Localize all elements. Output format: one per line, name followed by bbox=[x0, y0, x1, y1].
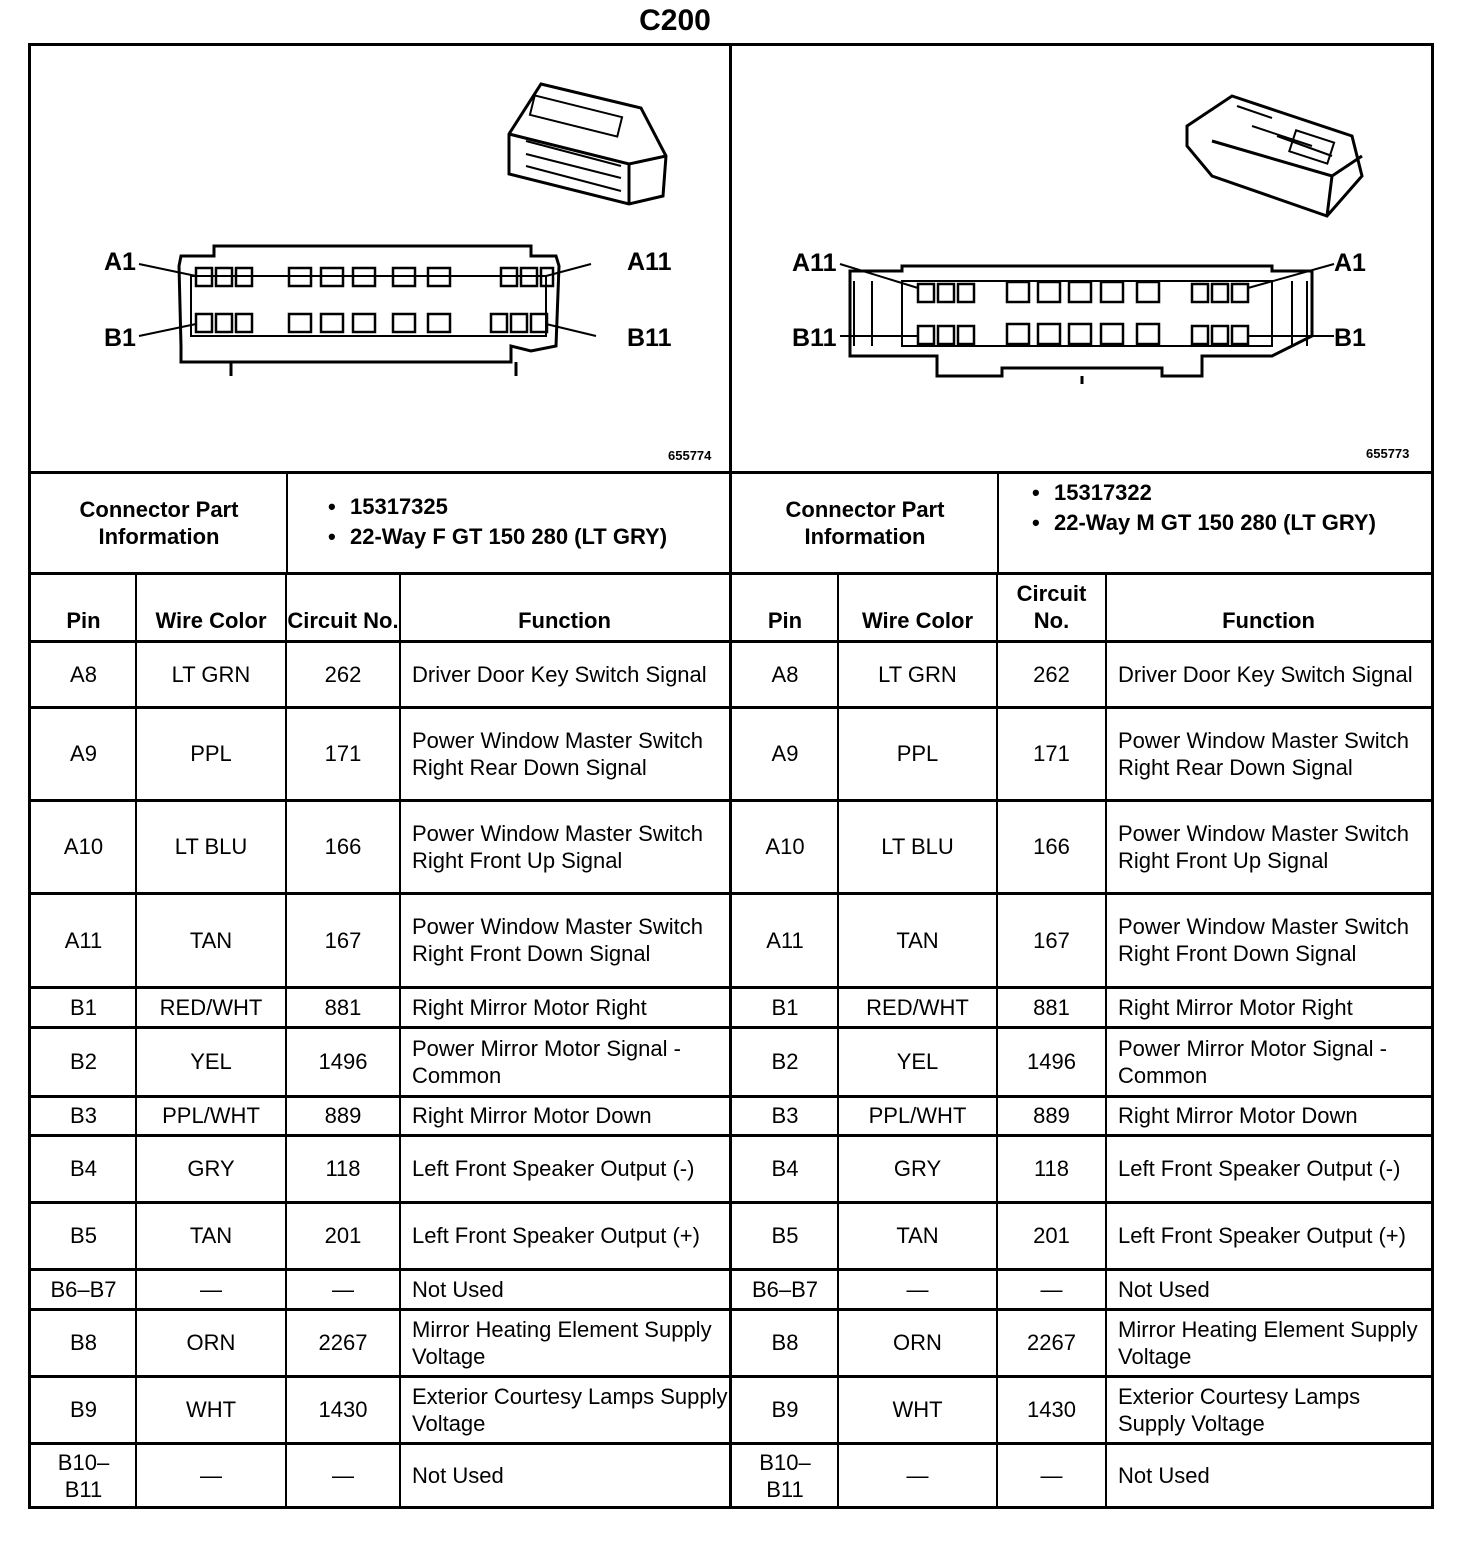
right-circuit-cell: 1430 bbox=[1027, 1397, 1076, 1422]
left-wire-color-cell: TAN bbox=[189, 1223, 233, 1248]
left-pin-cell: A10 bbox=[63, 834, 104, 859]
left-connector-face bbox=[139, 246, 596, 376]
right-function-header: Function bbox=[1222, 608, 1315, 633]
left-wire-color-header: Wire Color bbox=[155, 608, 267, 633]
right-pin-cell: B4 bbox=[771, 1156, 799, 1181]
right-circuit-cell: 201 bbox=[1033, 1223, 1070, 1248]
left-wire-color-cell: PPL/WHT bbox=[162, 1103, 260, 1128]
right-pin-cell: B9 bbox=[771, 1397, 799, 1422]
left-circuit-cell: — bbox=[332, 1463, 354, 1488]
left-function-cell: Power Window Master Switch Right Front Down Signal bbox=[412, 914, 703, 966]
left-circuit-cell: 118 bbox=[325, 1156, 361, 1181]
right-info-divider bbox=[997, 474, 999, 572]
right-label-top-left: A11 bbox=[792, 249, 837, 277]
left-function-cell: Power Mirror Motor Signal - Common bbox=[412, 1035, 681, 1088]
left-pin-cell: B4 bbox=[70, 1156, 97, 1181]
left-pin-cell: B6–B7 bbox=[50, 1276, 117, 1302]
left-circuit-cell: 1496 bbox=[318, 1049, 368, 1074]
left-connector-info-label: Connector Part Information bbox=[79, 497, 239, 549]
right-part-number: • 15317322 bbox=[1032, 478, 1402, 508]
right-pin-cell: B5 bbox=[771, 1223, 799, 1248]
right-wire-color-cell: PPL/WHT bbox=[868, 1103, 967, 1128]
right-part-description: • 22-Way M GT 150 280 (LT GRY) bbox=[1032, 508, 1402, 538]
left-connector-iso-view bbox=[509, 84, 666, 204]
right-function-cell: Left Front Speaker Output (-) bbox=[1118, 1156, 1401, 1181]
right-circuit-cell: 889 bbox=[1033, 1103, 1070, 1128]
right-wire-color-cell: YEL bbox=[896, 1049, 939, 1074]
connector-title: C200 bbox=[639, 4, 711, 37]
right-wire-color-cell: PPL bbox=[896, 741, 939, 766]
right-function-cell: Power Window Master Switch Right Front Up Signal bbox=[1118, 820, 1409, 873]
right-wire-color-cell: RED/WHT bbox=[866, 994, 969, 1020]
left-circuit-cell: 171 bbox=[324, 741, 362, 766]
left-function-cell: Mirror Heating Element Supply Voltage bbox=[412, 1316, 712, 1369]
left-pin-header: Pin bbox=[66, 608, 101, 633]
right-wire-color-cell: TAN bbox=[896, 1223, 939, 1248]
left-wire-color-cell: — bbox=[200, 1276, 222, 1302]
left-function-cell: Left Front Speaker Output (+) bbox=[412, 1223, 700, 1248]
left-function-cell: Left Front Speaker Output (-) bbox=[412, 1156, 695, 1181]
right-circuit-cell: 262 bbox=[1033, 661, 1070, 687]
right-connector-diagram bbox=[732, 46, 1432, 471]
left-pin-cell: B2 bbox=[70, 1049, 97, 1074]
left-wire-color-cell: — bbox=[200, 1463, 222, 1488]
left-circuit-cell: — bbox=[332, 1276, 354, 1302]
left-circuit-cell: 881 bbox=[324, 994, 362, 1020]
left-circuit-header: Circuit No. bbox=[287, 608, 399, 633]
left-circuit-cell: 2267 bbox=[318, 1330, 368, 1355]
right-function-cell: Right Mirror Motor Down bbox=[1118, 1103, 1358, 1128]
right-circuit-cell: 166 bbox=[1033, 834, 1070, 859]
left-pin-cell: B3 bbox=[70, 1103, 97, 1128]
right-part-info-list bbox=[1032, 478, 1402, 538]
right-connector-info-label: Connector Part Information bbox=[785, 497, 945, 549]
right-figure-number: 655773 bbox=[1366, 446, 1410, 461]
right-circuit-cell: — bbox=[1040, 1463, 1063, 1488]
right-function-cell: Right Mirror Motor Right bbox=[1118, 994, 1353, 1020]
left-function-cell: Right Mirror Motor Right bbox=[412, 994, 647, 1020]
left-circuit-cell: 201 bbox=[324, 1223, 362, 1248]
left-circuit-cell: 166 bbox=[324, 834, 362, 859]
left-pin-cell: A8 bbox=[70, 661, 97, 687]
left-wire-color-cell: ORN bbox=[186, 1330, 236, 1355]
right-function-cell: Not Used bbox=[1118, 1463, 1210, 1488]
right-function-cell: Power Window Master Switch Right Front Down Signal bbox=[1118, 914, 1409, 966]
left-wire-color-cell: GRY bbox=[187, 1156, 235, 1181]
left-function-cell: Right Mirror Motor Down bbox=[412, 1103, 652, 1128]
right-wire-color-cell: — bbox=[906, 1276, 929, 1302]
left-circuit-cell: 262 bbox=[324, 661, 362, 687]
left-label-bottom-right: B11 bbox=[627, 324, 672, 352]
left-function-cell: Driver Door Key Switch Signal bbox=[412, 661, 707, 687]
right-circuit-cell: 167 bbox=[1033, 927, 1070, 953]
right-pin-cell: A9 bbox=[771, 741, 799, 766]
left-circuit-cell: 167 bbox=[324, 927, 362, 953]
right-connector-iso-view bbox=[1187, 96, 1362, 216]
right-function-cell: Power Window Master Switch Right Rear Down Signal bbox=[1118, 727, 1409, 780]
right-pin-cell: B3 bbox=[771, 1103, 799, 1128]
left-figure-number: 655774 bbox=[668, 448, 712, 463]
right-function-cell: Power Mirror Motor Signal - Common bbox=[1118, 1035, 1387, 1088]
left-circuit-cell: 1430 bbox=[318, 1397, 368, 1422]
left-wire-color-cell: WHT bbox=[185, 1397, 237, 1422]
right-function-cell: Left Front Speaker Output (+) bbox=[1118, 1223, 1406, 1248]
left-function-cell: Power Window Master Switch Right Rear Down Signal bbox=[412, 727, 703, 780]
right-wire-color-cell: GRY bbox=[893, 1156, 942, 1181]
left-function-cell: Not Used bbox=[412, 1463, 504, 1488]
right-label-bottom-left: B11 bbox=[792, 324, 837, 352]
right-pin-cell: B1 bbox=[771, 994, 799, 1020]
left-wire-color-cell: PPL bbox=[190, 741, 232, 766]
left-info-divider bbox=[286, 474, 288, 572]
right-wire-color-cell: ORN bbox=[893, 1330, 942, 1355]
right-pin-cell: B2 bbox=[771, 1049, 799, 1074]
right-wire-color-cell: LT GRN bbox=[878, 661, 957, 687]
right-circuit-cell: 881 bbox=[1033, 994, 1070, 1020]
left-pin-cell: B9 bbox=[70, 1397, 97, 1422]
left-function-cell: Not Used bbox=[412, 1276, 504, 1302]
left-part-number: • 15317325 bbox=[328, 492, 667, 522]
right-circuit-cell: 118 bbox=[1033, 1156, 1070, 1181]
left-function-cell: Power Window Master Switch Right Front Up Signal bbox=[412, 820, 703, 873]
left-function-header: Function bbox=[518, 608, 611, 633]
left-pin-cell: A11 bbox=[64, 927, 103, 953]
left-pin-cell: B8 bbox=[70, 1330, 97, 1355]
right-pin-cell: A8 bbox=[771, 661, 799, 687]
left-label-top-right: A11 bbox=[627, 248, 672, 276]
right-connector-face bbox=[840, 264, 1334, 384]
left-wire-color-cell: LT BLU bbox=[174, 834, 248, 859]
left-circuit-cell: 889 bbox=[324, 1103, 362, 1128]
right-function-cell: Mirror Heating Element Supply Voltage bbox=[1118, 1316, 1418, 1369]
right-pin-header: Pin bbox=[767, 608, 803, 633]
right-circuit-cell: 1496 bbox=[1027, 1049, 1076, 1074]
left-pin-cell: B5 bbox=[70, 1223, 97, 1248]
right-pin-cell: A10 bbox=[765, 834, 805, 859]
right-circuit-header: Circuit No. bbox=[1016, 581, 1087, 633]
left-connector-diagram bbox=[31, 46, 729, 471]
left-part-info-list bbox=[328, 492, 667, 552]
right-wire-color-cell: TAN bbox=[896, 927, 939, 953]
right-pin-cell: A11 bbox=[766, 927, 804, 953]
left-wire-color-cell: TAN bbox=[189, 927, 233, 953]
right-function-cell: Not Used bbox=[1118, 1276, 1210, 1302]
right-pin-cell: B6–B7 bbox=[751, 1276, 819, 1302]
right-wire-color-cell: LT BLU bbox=[881, 834, 954, 859]
left-label-top-left: A1 bbox=[104, 248, 136, 276]
right-label-top-right: A1 bbox=[1334, 249, 1366, 277]
right-pin-cell: B8 bbox=[771, 1330, 799, 1355]
right-wire-color-header: Wire Color bbox=[861, 608, 974, 633]
left-wire-color-cell: YEL bbox=[190, 1049, 232, 1074]
left-label-bottom-left: B1 bbox=[104, 324, 136, 352]
left-pin-cell: B10–B11 bbox=[57, 1449, 110, 1502]
right-label-bottom-right: B1 bbox=[1334, 324, 1366, 352]
left-pin-cell: B1 bbox=[70, 994, 97, 1020]
right-wire-color-cell: — bbox=[906, 1463, 929, 1488]
left-part-description: • 22-Way F GT 150 280 (LT GRY) bbox=[328, 522, 667, 552]
right-circuit-cell: 2267 bbox=[1027, 1330, 1076, 1355]
left-wire-color-cell: RED/WHT bbox=[159, 994, 263, 1020]
left-pin-cell: A9 bbox=[70, 741, 97, 766]
right-pin-cell: B10–B11 bbox=[759, 1449, 811, 1502]
left-wire-color-cell: LT GRN bbox=[171, 661, 251, 687]
right-wire-color-cell: WHT bbox=[892, 1397, 943, 1422]
right-function-cell: Exterior Courtesy Lamps Supply Voltage bbox=[1118, 1383, 1361, 1436]
left-function-cell: Exterior Courtesy Lamps Supply Voltage bbox=[412, 1383, 728, 1436]
right-circuit-cell: 171 bbox=[1033, 741, 1070, 766]
right-function-cell: Driver Door Key Switch Signal bbox=[1118, 661, 1413, 687]
right-circuit-cell: — bbox=[1040, 1276, 1063, 1302]
